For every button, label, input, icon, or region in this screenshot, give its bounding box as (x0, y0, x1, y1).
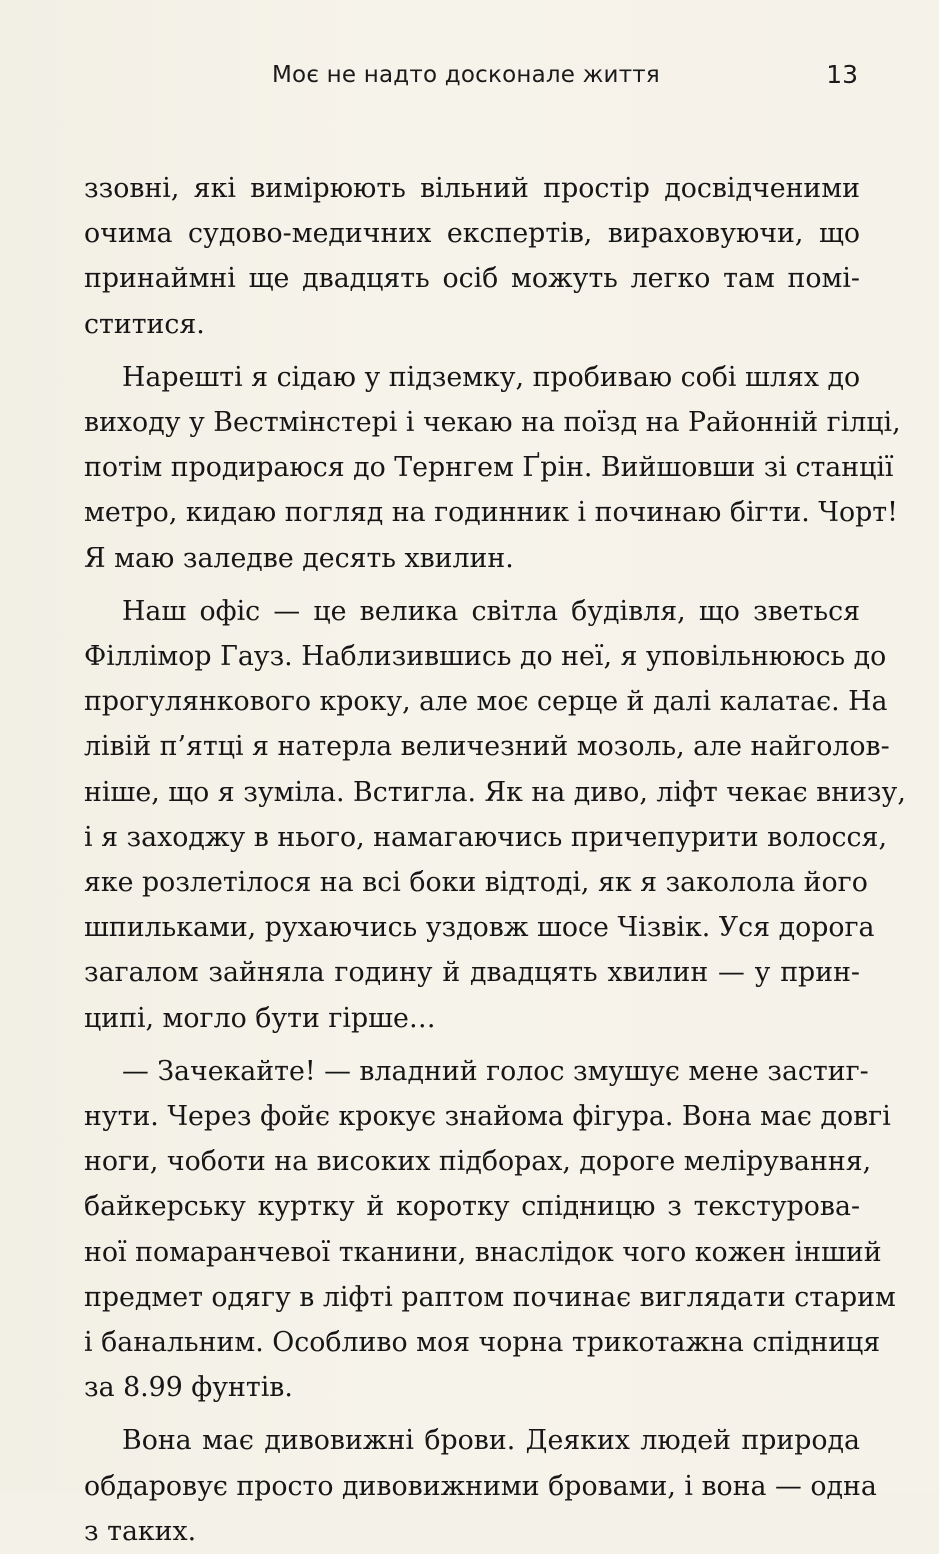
text-line: ніше, що я зуміла. Встигла. Як на диво, ліфт чекає внизу, (84, 776, 906, 808)
text-line: Я маю заледве десять хвилин. (84, 542, 514, 574)
text-line: очима судово-медичних експертів, вираховуючи, що (84, 218, 860, 250)
paragraph (84, 1049, 896, 1411)
text-line: принаймні ще двадцять осіб можуть легко там помі- (84, 263, 860, 295)
paragraph (84, 589, 906, 1041)
text-line: Наш офіс — це велика світла будівля, що зветься (122, 595, 860, 627)
text-line: виходу у Вестмінстері і чекаю на поїзд на Районній гілці, (84, 407, 901, 439)
paragraph (84, 1418, 877, 1554)
running-header (80, 60, 860, 100)
text-line: яке розлетілося на всі боки відтоді, як я заколола його (84, 867, 868, 899)
paragraph (84, 166, 860, 347)
text-line: ної помаранчевої тканини, внаслідок чого кожен інший (84, 1236, 882, 1268)
paragraph (84, 355, 901, 581)
text-line: ститися. (84, 308, 205, 340)
text-line: потім продираюся до Тернгем Ґрін. Вийшовши зі станції (84, 452, 894, 484)
text-line: — Зачекайте! — владний голос змушує мене застиг- (122, 1055, 869, 1087)
text-line: шпильками, рухаючись уздовж шосе Чізвік. Уся дорога (84, 912, 875, 944)
text-line: байкерську куртку й коротку спідницю з текстурова- (84, 1191, 860, 1223)
text-line: за 8.99 фунтів. (84, 1372, 293, 1404)
text-line: прогулянкового кроку, але моє серце й далі калатає. На (84, 686, 888, 718)
text-line: з таких. (84, 1515, 197, 1547)
text-line: загалом зайняла годину й двадцять хвилин — у прин- (84, 957, 860, 989)
text-line: обдаровує просто дивовижними бровами, і вона — одна (84, 1470, 877, 1502)
text-line: предмет одягу в ліфті раптом починає виглядати старим (84, 1281, 896, 1313)
body-text (84, 166, 906, 1554)
text-line: метро, кидаю погляд на годинник і починаю бігти. Чорт! (84, 497, 898, 529)
text-line: нути. Через фойє крокує знайома фігура. Вона має довгі (84, 1101, 891, 1133)
text-line: і банальним. Особливо моя чорна трикотажна спідниця (84, 1327, 881, 1359)
running-title: Моє не надто досконале життя (272, 62, 660, 88)
text-line: ззовні, які вимірюють вільний простір досвідченими (84, 173, 860, 204)
text-line: ципі, могло бути гірше… (84, 1002, 436, 1034)
text-line: лівій п’ятці я натерла величезний мозоль, але найголов- (84, 731, 890, 763)
text-line: ноги, чоботи на високих підборах, дороге мелірування, (84, 1146, 872, 1178)
text-line: Філлімор Гауз. Наблизившись до неї, я уповільнююсь до (84, 641, 887, 673)
page-number: 13 (826, 60, 858, 89)
text-line: і я заходжу в нього, намагаючись причепурити волосся, (84, 821, 887, 853)
text-line: Вона має дивовижні брови. Деяких людей природа (122, 1425, 860, 1457)
text-line: Нарешті я сідаю у підземку, пробиваю собі шлях до (122, 361, 861, 393)
